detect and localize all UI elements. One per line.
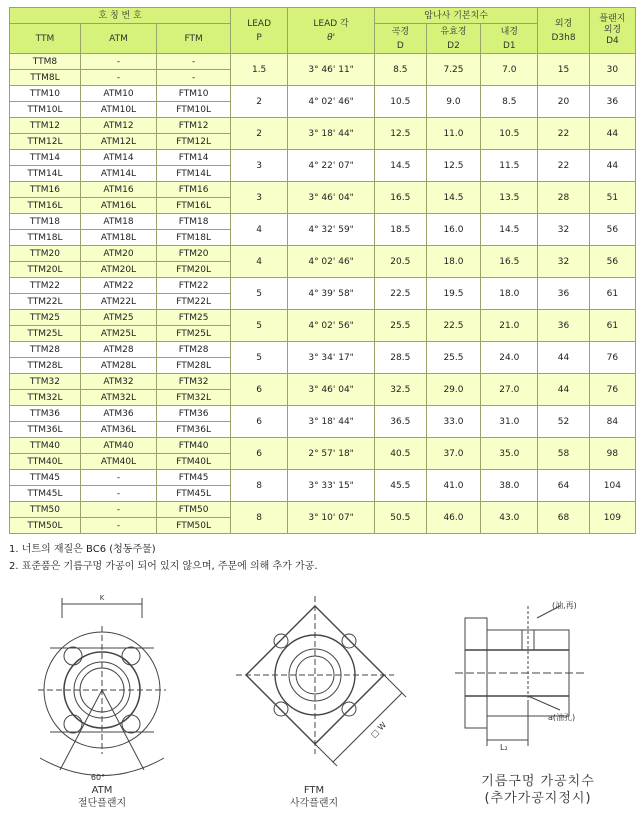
ftm-cell: FTM32L: [157, 390, 231, 406]
od-cell: 32: [538, 214, 590, 246]
angle-cell: 4° 02' 56": [288, 310, 375, 342]
ttm-cell: TTM28L: [10, 358, 81, 374]
oil-caption: 기름구멍 가공치수 (추가가공지정시): [481, 774, 595, 806]
angle-cell: 3° 18' 44": [288, 406, 375, 438]
fl-cell: 51: [589, 182, 635, 214]
header-dims: 암나사 기본치수: [375, 8, 538, 24]
od-cell: 32: [538, 246, 590, 278]
ttm-cell: TTM50L: [10, 518, 81, 534]
d-cell: 40.5: [375, 438, 427, 470]
ttm-cell: TTM28: [10, 342, 81, 358]
atm-cell: ATM20L: [80, 262, 156, 278]
table-row: [10, 502, 636, 518]
d-cell: 16.5: [375, 182, 427, 214]
angle-cell: 3° 46' 04": [288, 374, 375, 406]
d-cell: 12.5: [375, 118, 427, 150]
od-cell: 36: [538, 278, 590, 310]
ftm-cell: FTM20L: [157, 262, 231, 278]
atm-cell: ATM14: [80, 150, 156, 166]
ttm-cell: TTM20: [10, 246, 81, 262]
atm-cell: ATM32: [80, 374, 156, 390]
notes: [9, 541, 318, 575]
atm-cell: ATM22L: [80, 294, 156, 310]
atm-caption: ATM 절단플랜지: [77, 785, 127, 809]
d-cell: 28.5: [375, 342, 427, 374]
ttm-cell: TTM14L: [10, 166, 81, 182]
header-nominal: 호 칭 번 호: [10, 8, 231, 24]
ftm-cell: FTM22L: [157, 294, 231, 310]
table-row: [10, 278, 636, 294]
oil-top-label: (油,再): [552, 601, 577, 610]
lead-cell: 1.5: [231, 54, 288, 86]
table-row: [10, 86, 636, 102]
ttm-cell: TTM12L: [10, 134, 81, 150]
ttm-cell: TTM40: [10, 438, 81, 454]
ftm-cell: FTM25: [157, 310, 231, 326]
atm-angle-label: 60°: [90, 773, 106, 782]
lead-cell: 4: [231, 214, 288, 246]
angle-cell: 3° 10' 07": [288, 502, 375, 534]
header-flange: 플랜지 외경 D4: [589, 8, 635, 54]
lead-cell: 8: [231, 502, 288, 534]
oil-a-label: a(油孔): [548, 713, 576, 722]
d1-cell: 10.5: [481, 118, 538, 150]
d-cell: 45.5: [375, 470, 427, 502]
lead-cell: 6: [231, 406, 288, 438]
ttm-cell: TTM32: [10, 374, 81, 390]
fl-cell: 36: [589, 86, 635, 118]
atm-cell: ATM18L: [80, 230, 156, 246]
ftm-cell: FTM45: [157, 470, 231, 486]
fl-cell: 109: [589, 502, 635, 534]
ttm-cell: TTM10L: [10, 102, 81, 118]
ftm-cell: FTM28L: [157, 358, 231, 374]
header-d2: 유효경 D2: [426, 24, 481, 54]
od-cell: 36: [538, 310, 590, 342]
ttm-cell: TTM8: [10, 54, 81, 70]
ttm-cell: TTM36: [10, 406, 81, 422]
d2-cell: 46.0: [426, 502, 481, 534]
table-row: [10, 374, 636, 390]
atm-cell: ATM22: [80, 278, 156, 294]
ftm-cell: FTM22: [157, 278, 231, 294]
oil-hole-drawing: [455, 606, 585, 746]
ftm-cell: FTM36: [157, 406, 231, 422]
d2-cell: 18.0: [426, 246, 481, 278]
fl-cell: 61: [589, 278, 635, 310]
od-cell: 52: [538, 406, 590, 438]
angle-cell: 4° 02' 46": [288, 86, 375, 118]
d2-cell: 41.0: [426, 470, 481, 502]
ftm-cell: FTM32: [157, 374, 231, 390]
lead-cell: 5: [231, 310, 288, 342]
d1-cell: 8.5: [481, 86, 538, 118]
ftm-caption: FTM 사각플랜지: [289, 785, 339, 809]
angle-cell: 3° 46' 04": [288, 182, 375, 214]
d1-cell: 27.0: [481, 374, 538, 406]
d-cell: 8.5: [375, 54, 427, 86]
fl-cell: 44: [589, 150, 635, 182]
fl-cell: 76: [589, 342, 635, 374]
oil-l-label: L₂: [500, 743, 508, 752]
ftm-cell: FTM18L: [157, 230, 231, 246]
atm-cell: -: [80, 470, 156, 486]
od-cell: 28: [538, 182, 590, 214]
lead-cell: 5: [231, 278, 288, 310]
od-cell: 44: [538, 374, 590, 406]
atm-cell: ATM12: [80, 118, 156, 134]
od-cell: 58: [538, 438, 590, 470]
fl-cell: 84: [589, 406, 635, 438]
d2-cell: 14.5: [426, 182, 481, 214]
fl-cell: 76: [589, 374, 635, 406]
d-cell: 36.5: [375, 406, 427, 438]
note-1: 1. 너트의 재질은 BC6 (청동주물): [9, 544, 156, 555]
ftm-cell: FTM50L: [157, 518, 231, 534]
angle-cell: 4° 32' 59": [288, 214, 375, 246]
lead-cell: 8: [231, 470, 288, 502]
d-cell: 50.5: [375, 502, 427, 534]
d-cell: 25.5: [375, 310, 427, 342]
ttm-cell: TTM10: [10, 86, 81, 102]
d1-cell: 38.0: [481, 470, 538, 502]
fl-cell: 56: [589, 214, 635, 246]
angle-cell: 3° 34' 17": [288, 342, 375, 374]
fl-cell: 44: [589, 118, 635, 150]
d2-cell: 29.0: [426, 374, 481, 406]
ttm-cell: TTM40L: [10, 454, 81, 470]
d-cell: 18.5: [375, 214, 427, 246]
od-cell: 44: [538, 342, 590, 374]
d-cell: 20.5: [375, 246, 427, 278]
ttm-cell: TTM22: [10, 278, 81, 294]
ttm-cell: TTM25L: [10, 326, 81, 342]
ftm-cell: FTM20: [157, 246, 231, 262]
ftm-cell: FTM40L: [157, 454, 231, 470]
ftm-cell: FTM12L: [157, 134, 231, 150]
d1-cell: 31.0: [481, 406, 538, 438]
ftm-drawing: [236, 596, 406, 766]
angle-cell: 4° 39' 58": [288, 278, 375, 310]
d2-cell: 25.5: [426, 342, 481, 374]
ftm-cell: FTM10L: [157, 102, 231, 118]
d2-cell: 19.5: [426, 278, 481, 310]
header-ftm: FTM: [157, 24, 231, 54]
fl-cell: 61: [589, 310, 635, 342]
table-row: [10, 118, 636, 134]
table-row: [10, 54, 636, 70]
ttm-cell: TTM45L: [10, 486, 81, 502]
d1-cell: 11.5: [481, 150, 538, 182]
header-d1: 내경 D1: [481, 24, 538, 54]
ttm-cell: TTM16: [10, 182, 81, 198]
atm-cell: ATM16: [80, 182, 156, 198]
atm-drawing: [38, 598, 166, 776]
atm-cell: ATM25: [80, 310, 156, 326]
atm-cell: ATM20: [80, 246, 156, 262]
d2-cell: 7.25: [426, 54, 481, 86]
d1-cell: 7.0: [481, 54, 538, 86]
atm-cell: -: [80, 502, 156, 518]
table-row: [10, 150, 636, 166]
d2-cell: 9.0: [426, 86, 481, 118]
atm-k-label: K: [99, 594, 105, 602]
table-row: [10, 342, 636, 358]
d1-cell: 43.0: [481, 502, 538, 534]
fl-cell: 98: [589, 438, 635, 470]
ftm-cell: FTM45L: [157, 486, 231, 502]
ttm-cell: TTM8L: [10, 70, 81, 86]
ttm-cell: TTM14: [10, 150, 81, 166]
atm-cell: -: [80, 486, 156, 502]
atm-cell: ATM10L: [80, 102, 156, 118]
d1-cell: 35.0: [481, 438, 538, 470]
table-row: [10, 406, 636, 422]
angle-cell: 3° 46' 11": [288, 54, 375, 86]
ttm-cell: TTM20L: [10, 262, 81, 278]
ftm-cell: FTM16L: [157, 198, 231, 214]
header-angle: LEAD 각 θ': [288, 8, 375, 54]
lead-cell: 5: [231, 342, 288, 374]
lead-cell: 3: [231, 150, 288, 182]
atm-cell: ATM10: [80, 86, 156, 102]
lead-cell: 4: [231, 246, 288, 278]
od-cell: 64: [538, 470, 590, 502]
header-od: 외경 D3h8: [538, 8, 590, 54]
header-ttm: TTM: [10, 24, 81, 54]
d1-cell: 14.5: [481, 214, 538, 246]
ftm-cell: FTM12: [157, 118, 231, 134]
ttm-cell: TTM12: [10, 118, 81, 134]
ftm-cell: FTM10: [157, 86, 231, 102]
header-d: 곡경 D: [375, 24, 427, 54]
atm-cell: ATM12L: [80, 134, 156, 150]
atm-cell: ATM36L: [80, 422, 156, 438]
d2-cell: 11.0: [426, 118, 481, 150]
atm-cell: ATM40: [80, 438, 156, 454]
spec-table: [9, 7, 636, 534]
ftm-cell: FTM28: [157, 342, 231, 358]
table-row: [10, 182, 636, 198]
atm-cell: -: [80, 70, 156, 86]
angle-cell: 4° 02' 46": [288, 246, 375, 278]
ftm-cell: FTM40: [157, 438, 231, 454]
fl-cell: 30: [589, 54, 635, 86]
atm-cell: ATM40L: [80, 454, 156, 470]
od-cell: 68: [538, 502, 590, 534]
ftm-cell: FTM14: [157, 150, 231, 166]
ttm-cell: TTM25: [10, 310, 81, 326]
ttm-cell: TTM18: [10, 214, 81, 230]
od-cell: 22: [538, 150, 590, 182]
note-2: 2. 표준품은 기름구멍 가공이 되어 있지 않으며, 주문에 의해 추가 가공.: [9, 561, 318, 572]
od-cell: 22: [538, 118, 590, 150]
table-row: [10, 246, 636, 262]
ttm-cell: TTM22L: [10, 294, 81, 310]
atm-cell: ATM25L: [80, 326, 156, 342]
lead-cell: 6: [231, 374, 288, 406]
ftm-cell: FTM25L: [157, 326, 231, 342]
lead-cell: 6: [231, 438, 288, 470]
d2-cell: 33.0: [426, 406, 481, 438]
header-atm: ATM: [80, 24, 156, 54]
d1-cell: 16.5: [481, 246, 538, 278]
d2-cell: 22.5: [426, 310, 481, 342]
atm-cell: ATM36: [80, 406, 156, 422]
d2-cell: 12.5: [426, 150, 481, 182]
atm-cell: ATM28: [80, 342, 156, 358]
header-lead: LEAD P: [231, 8, 288, 54]
d-cell: 10.5: [375, 86, 427, 118]
atm-cell: ATM28L: [80, 358, 156, 374]
ftm-cell: FTM16: [157, 182, 231, 198]
table-row: [10, 438, 636, 454]
atm-cell: -: [80, 518, 156, 534]
d2-cell: 16.0: [426, 214, 481, 246]
ttm-cell: TTM45: [10, 470, 81, 486]
atm-cell: ATM32L: [80, 390, 156, 406]
angle-cell: 3° 33' 15": [288, 470, 375, 502]
atm-cell: -: [80, 54, 156, 70]
ftm-cell: FTM50: [157, 502, 231, 518]
lead-cell: 2: [231, 118, 288, 150]
ftm-cell: -: [157, 70, 231, 86]
od-cell: 20: [538, 86, 590, 118]
lead-cell: 2: [231, 86, 288, 118]
ttm-cell: TTM36L: [10, 422, 81, 438]
d2-cell: 37.0: [426, 438, 481, 470]
table-row: [10, 310, 636, 326]
fl-cell: 104: [589, 470, 635, 502]
atm-cell: ATM18: [80, 214, 156, 230]
d1-cell: 13.5: [481, 182, 538, 214]
d1-cell: 18.0: [481, 278, 538, 310]
od-cell: 15: [538, 54, 590, 86]
angle-cell: 2° 57' 18": [288, 438, 375, 470]
d1-cell: 24.0: [481, 342, 538, 374]
table-row: [10, 214, 636, 230]
angle-cell: 3° 18' 44": [288, 118, 375, 150]
lead-cell: 3: [231, 182, 288, 214]
atm-cell: ATM14L: [80, 166, 156, 182]
ttm-cell: TTM32L: [10, 390, 81, 406]
ftm-cell: FTM14L: [157, 166, 231, 182]
d1-cell: 21.0: [481, 310, 538, 342]
d-cell: 14.5: [375, 150, 427, 182]
d-cell: 32.5: [375, 374, 427, 406]
fl-cell: 56: [589, 246, 635, 278]
ttm-cell: TTM16L: [10, 198, 81, 214]
ttm-cell: TTM18L: [10, 230, 81, 246]
table-row: [10, 470, 636, 486]
ftm-cell: FTM36L: [157, 422, 231, 438]
ttm-cell: TTM50: [10, 502, 81, 518]
atm-cell: ATM16L: [80, 198, 156, 214]
angle-cell: 4° 22' 07": [288, 150, 375, 182]
ftm-cell: FTM18: [157, 214, 231, 230]
d-cell: 22.5: [375, 278, 427, 310]
ftm-w-label: □ W: [369, 720, 389, 740]
ftm-cell: -: [157, 54, 231, 70]
